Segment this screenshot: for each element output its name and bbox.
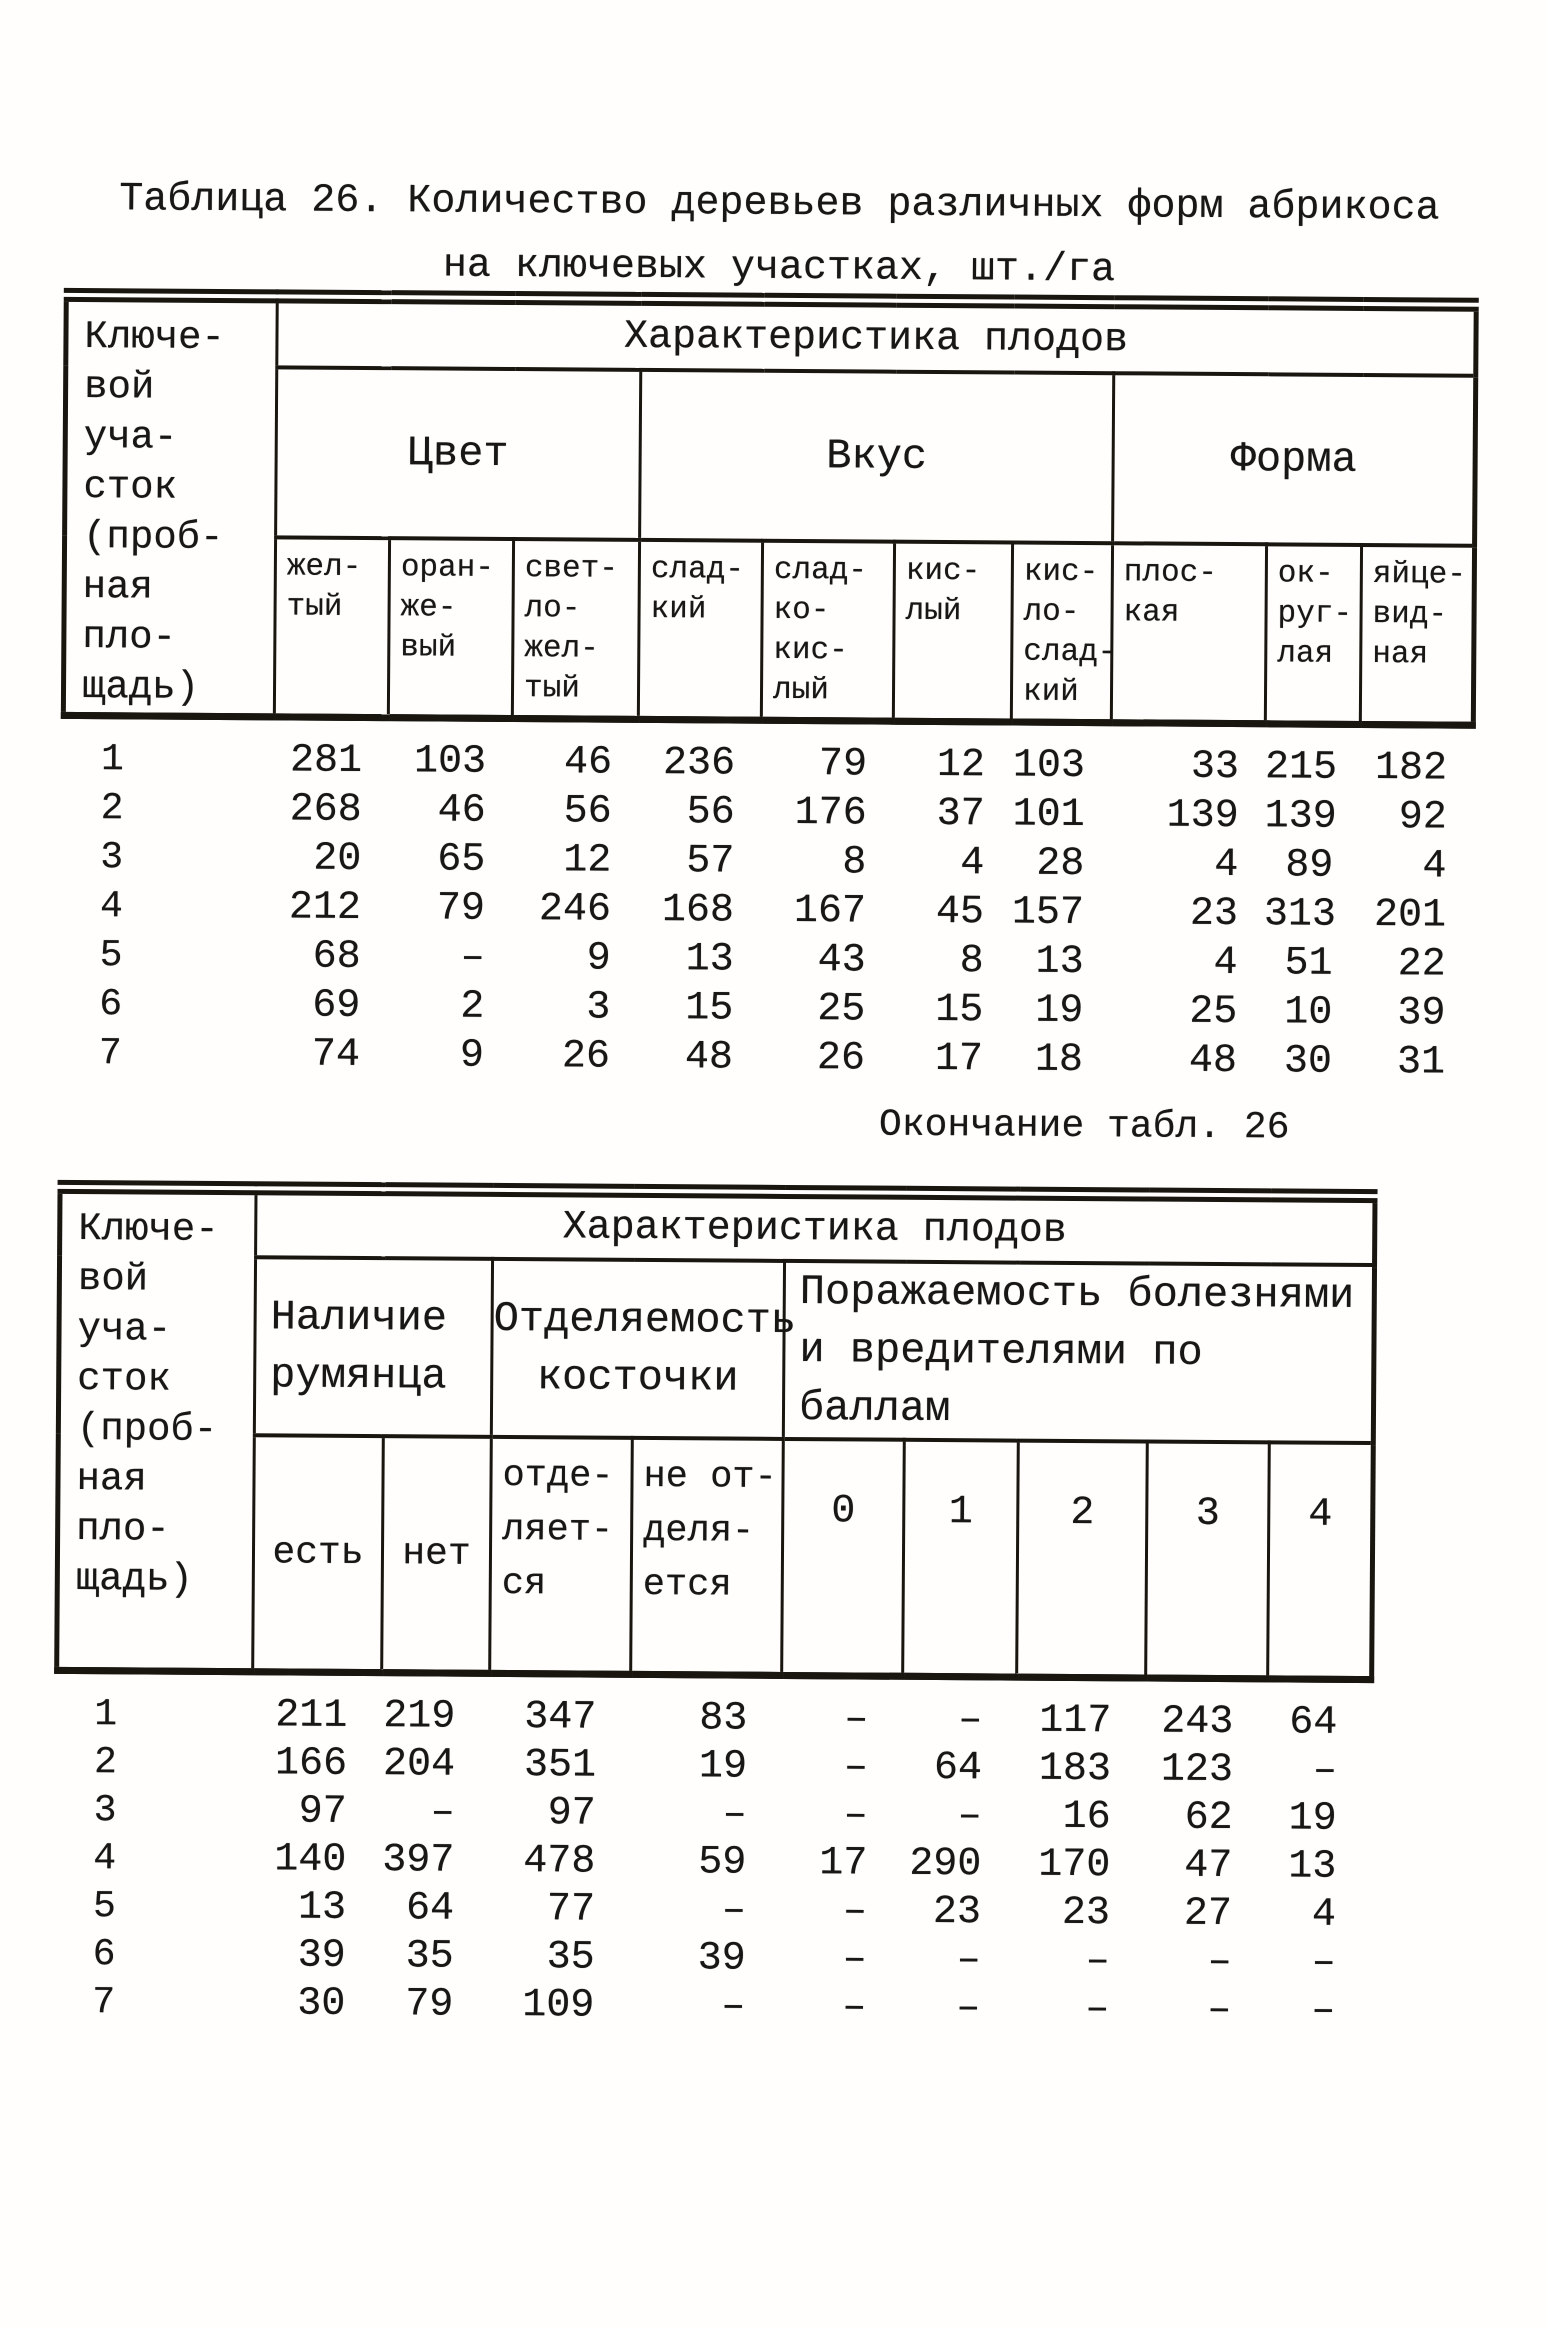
cell: –	[957, 1793, 982, 1839]
cell: 19	[1035, 988, 1084, 1035]
cell: 182	[1374, 746, 1448, 792]
span-header: Характеристика плодов	[277, 296, 1477, 376]
cell: –	[843, 1792, 868, 1839]
plot-number: 1	[100, 738, 124, 782]
cell: 23	[1061, 1890, 1111, 1936]
cell: 16	[1062, 1794, 1111, 1840]
cell: 69	[312, 983, 361, 1029]
cell: –	[844, 1696, 869, 1743]
cell: 167	[793, 889, 867, 935]
plot-number: 4	[93, 1836, 117, 1880]
table-row	[54, 1978, 1369, 2035]
cell: 12	[563, 838, 612, 884]
cell: 117	[1039, 1698, 1112, 1744]
group-shape: Форма	[1113, 374, 1476, 546]
cell: 123	[1160, 1747, 1234, 1793]
col-header-blush-yes: есть	[253, 1435, 384, 1672]
col-header-sweet-sour: слад- ко- кис- лый	[761, 541, 894, 721]
cell: 246	[538, 887, 612, 933]
cell: 12	[936, 742, 986, 789]
col-header-ovoid: яйце- вид- ная	[1360, 545, 1474, 725]
cell: 33	[1190, 744, 1240, 791]
plot-number: 2	[93, 1740, 117, 1784]
cell: 25	[817, 987, 866, 1033]
plot-number: 4	[99, 885, 123, 929]
continuation-label: Окончание табл. 26	[878, 1103, 1290, 1150]
cell: –	[1311, 1940, 1336, 1986]
plot-number: 7	[98, 1032, 122, 1076]
cell: 290	[909, 1841, 982, 1887]
cell: –	[956, 1985, 981, 2031]
stub-header: Ключе- вой уча- сток (проб- ная пло- щадь)	[63, 295, 277, 717]
cell: 236	[662, 741, 736, 787]
cell: 57	[686, 839, 735, 885]
cell: 243	[1161, 1699, 1234, 1745]
cell: 176	[794, 791, 867, 837]
cell: 215	[1264, 745, 1338, 791]
cell: –	[843, 1744, 869, 1791]
cell: 8	[842, 840, 867, 886]
col-header-not-separates: не от- деля- ется	[631, 1438, 784, 1676]
cell: 20	[313, 836, 362, 882]
cell: 17	[934, 1036, 984, 1083]
cell: 56	[686, 790, 735, 836]
cell: 19	[1288, 1795, 1337, 1842]
cell: 92	[1398, 795, 1447, 841]
cell: 26	[816, 1036, 866, 1082]
cell: 48	[1188, 1038, 1238, 1085]
cell: –	[842, 1936, 867, 1983]
plot-number: 6	[92, 1932, 116, 1976]
cell: 168	[661, 888, 735, 934]
cell: 47	[1184, 1843, 1233, 1889]
col-header-score-2: 2	[1017, 1441, 1148, 1678]
table-26-part1	[58, 288, 1479, 1088]
cell: 46	[563, 740, 613, 786]
cell: 35	[405, 1933, 454, 1980]
cell: –	[842, 1888, 868, 1935]
cell: –	[956, 1937, 981, 1983]
cell: 478	[523, 1838, 596, 1885]
col-header-blush-no: нет	[382, 1436, 492, 1673]
stub-header: Ключе- вой уча- сток (проб- ная пло- щадь)	[57, 1187, 256, 1672]
cell: 39	[297, 1933, 346, 1979]
col-header-score-0: 0	[782, 1439, 905, 1676]
cell: –	[1207, 1939, 1232, 1985]
cell: 212	[288, 885, 362, 931]
col-header-orange: оран- же- вый	[388, 538, 513, 718]
col-header-flat: плос- кая	[1111, 543, 1266, 724]
cell: 19	[698, 1743, 748, 1790]
col-header-yellow: жел- тый	[274, 537, 389, 717]
cell: 8	[959, 939, 984, 985]
col-header-round: ок- руг- лая	[1265, 544, 1361, 724]
cell: 79	[436, 886, 486, 932]
cell: 22	[1397, 942, 1446, 988]
cell: 204	[382, 1741, 456, 1788]
cell: 46	[437, 788, 486, 834]
cell: 97	[547, 1790, 596, 1837]
table-row	[56, 1670, 1371, 1747]
col-header-sweet: слад- кий	[638, 540, 762, 720]
group-color: Цвет	[276, 368, 641, 540]
span-header: Характеристика плодов	[256, 1188, 1375, 1265]
cell: 211	[275, 1692, 348, 1739]
cell: 62	[1184, 1795, 1233, 1841]
plot-number: 2	[100, 787, 124, 831]
cell: 26	[561, 1034, 611, 1080]
cell: 15	[685, 986, 734, 1032]
cell: 39	[1397, 991, 1446, 1037]
col-header-sour-sweet: кис- ло- слад- кий	[1011, 543, 1112, 723]
cell: 25	[1189, 989, 1238, 1036]
cell: 4	[1214, 842, 1239, 889]
header-row-groups	[58, 1256, 1374, 1443]
plot-number: 5	[92, 1884, 116, 1928]
table-row	[61, 1029, 1471, 1088]
cell: 3	[586, 985, 611, 1031]
table-title: Таблица 26. Количество деревьев различных форм абрикоса на ключевых участках, шт./га	[119, 177, 1440, 294]
cell: 83	[699, 1695, 748, 1742]
cell: 4	[1422, 844, 1447, 890]
cell: –	[1085, 1986, 1110, 2032]
cell: 13	[685, 937, 734, 983]
cell: 103	[413, 739, 487, 785]
cell: 140	[274, 1836, 347, 1883]
cell: 9	[459, 1033, 485, 1079]
cell: 219	[383, 1693, 456, 1740]
plot-number: 7	[92, 1980, 116, 2024]
cell: 30	[297, 1981, 346, 2027]
cell: 109	[522, 1982, 595, 2029]
cell: 13	[297, 1885, 347, 1931]
header-row-span	[66, 295, 1477, 376]
cell: 45	[935, 889, 985, 936]
cell: 35	[546, 1934, 595, 1981]
cell: –	[721, 1984, 746, 2030]
cell: 64	[1289, 1699, 1338, 1746]
cell: 18	[1034, 1037, 1084, 1084]
cell: 39	[697, 1935, 746, 1982]
plot-number: 6	[99, 983, 123, 1027]
cell: –	[1207, 1987, 1232, 2033]
cell: –	[842, 1984, 867, 2031]
cell: 79	[818, 742, 868, 788]
cell: 313	[1263, 892, 1337, 938]
cell: 13	[1035, 939, 1084, 986]
cell: 59	[698, 1839, 747, 1886]
cell: 2	[460, 984, 485, 1030]
cell: 64	[933, 1745, 983, 1791]
group-disease-damage: Поражаемость болезнями и вредителями по баллам	[783, 1261, 1374, 1443]
cell: 347	[524, 1694, 597, 1741]
cell: 56	[563, 789, 612, 835]
col-header-score-4: 4	[1268, 1442, 1374, 1679]
cell: –	[958, 1697, 983, 1743]
col-header-score-1: 1	[903, 1440, 1019, 1677]
cell: 281	[289, 738, 363, 784]
cell: 31	[1396, 1040, 1446, 1086]
cell: –	[1312, 1748, 1338, 1794]
header-row-leaves	[63, 536, 1474, 725]
cell: 351	[523, 1742, 597, 1789]
table-26-part2	[52, 1180, 1378, 2035]
cell: 139	[1264, 794, 1337, 840]
cell: 10	[1284, 990, 1333, 1036]
cell: –	[1311, 1988, 1336, 2034]
header-row-leaves	[57, 1434, 1374, 1680]
cell: 30	[1283, 1039, 1333, 1085]
cell: –	[430, 1789, 455, 1836]
cell: 397	[382, 1837, 455, 1884]
cell: 17	[819, 1840, 868, 1887]
cell: 139	[1166, 793, 1239, 840]
cell: 268	[289, 787, 362, 833]
header-row-groups	[65, 366, 1476, 545]
cell: 68	[312, 934, 361, 980]
cell: 166	[274, 1740, 348, 1787]
cell: –	[722, 1792, 747, 1838]
cell: 4	[960, 841, 985, 887]
cell: 170	[1038, 1842, 1111, 1888]
cell: 23	[932, 1889, 982, 1935]
cell: 77	[546, 1886, 596, 1933]
cell: 13	[1288, 1843, 1337, 1890]
header-row-span	[60, 1187, 1375, 1265]
table-row	[63, 715, 1474, 793]
cell: 89	[1285, 843, 1334, 889]
cell: –	[721, 1888, 747, 1934]
col-header-separates: отде- ляет- ся	[490, 1437, 633, 1674]
cell: 157	[1011, 890, 1085, 937]
group-taste: Вкус	[640, 370, 1114, 543]
cell: 48	[684, 1035, 734, 1081]
col-header-score-3: 3	[1146, 1441, 1270, 1678]
cell: –	[460, 935, 485, 981]
cell: 201	[1373, 893, 1447, 939]
cell: 183	[1038, 1746, 1112, 1792]
cell: 65	[437, 837, 486, 883]
cell: 64	[405, 1885, 455, 1932]
cell: 4	[1213, 940, 1238, 987]
cell: 23	[1189, 891, 1239, 938]
col-header-light-yellow: свет- ло- жел- тый	[512, 539, 639, 719]
cell: 101	[1012, 792, 1085, 839]
cell: 4	[1311, 1892, 1337, 1938]
cell: 103	[1012, 743, 1086, 790]
plot-number: 1	[94, 1692, 118, 1736]
cell: 15	[935, 987, 984, 1034]
cell: 37	[936, 791, 985, 838]
plot-number: 3	[93, 1788, 117, 1832]
plot-number: 3	[100, 836, 124, 880]
cell: 43	[817, 938, 866, 984]
cell: 51	[1284, 941, 1333, 987]
col-header-sour: кис- лый	[893, 542, 1012, 722]
cell: 79	[405, 1981, 454, 2028]
cell: 27	[1183, 1891, 1233, 1937]
cell: –	[1085, 1938, 1110, 1984]
group-stone-separation: Отделяемость косточки	[491, 1259, 784, 1439]
group-blush: Наличие румянца	[254, 1257, 492, 1437]
cell: 9	[586, 936, 611, 982]
cell: 97	[298, 1789, 347, 1835]
cell: 74	[311, 1032, 361, 1078]
cell: 28	[1036, 841, 1085, 888]
plot-number: 5	[99, 934, 123, 978]
